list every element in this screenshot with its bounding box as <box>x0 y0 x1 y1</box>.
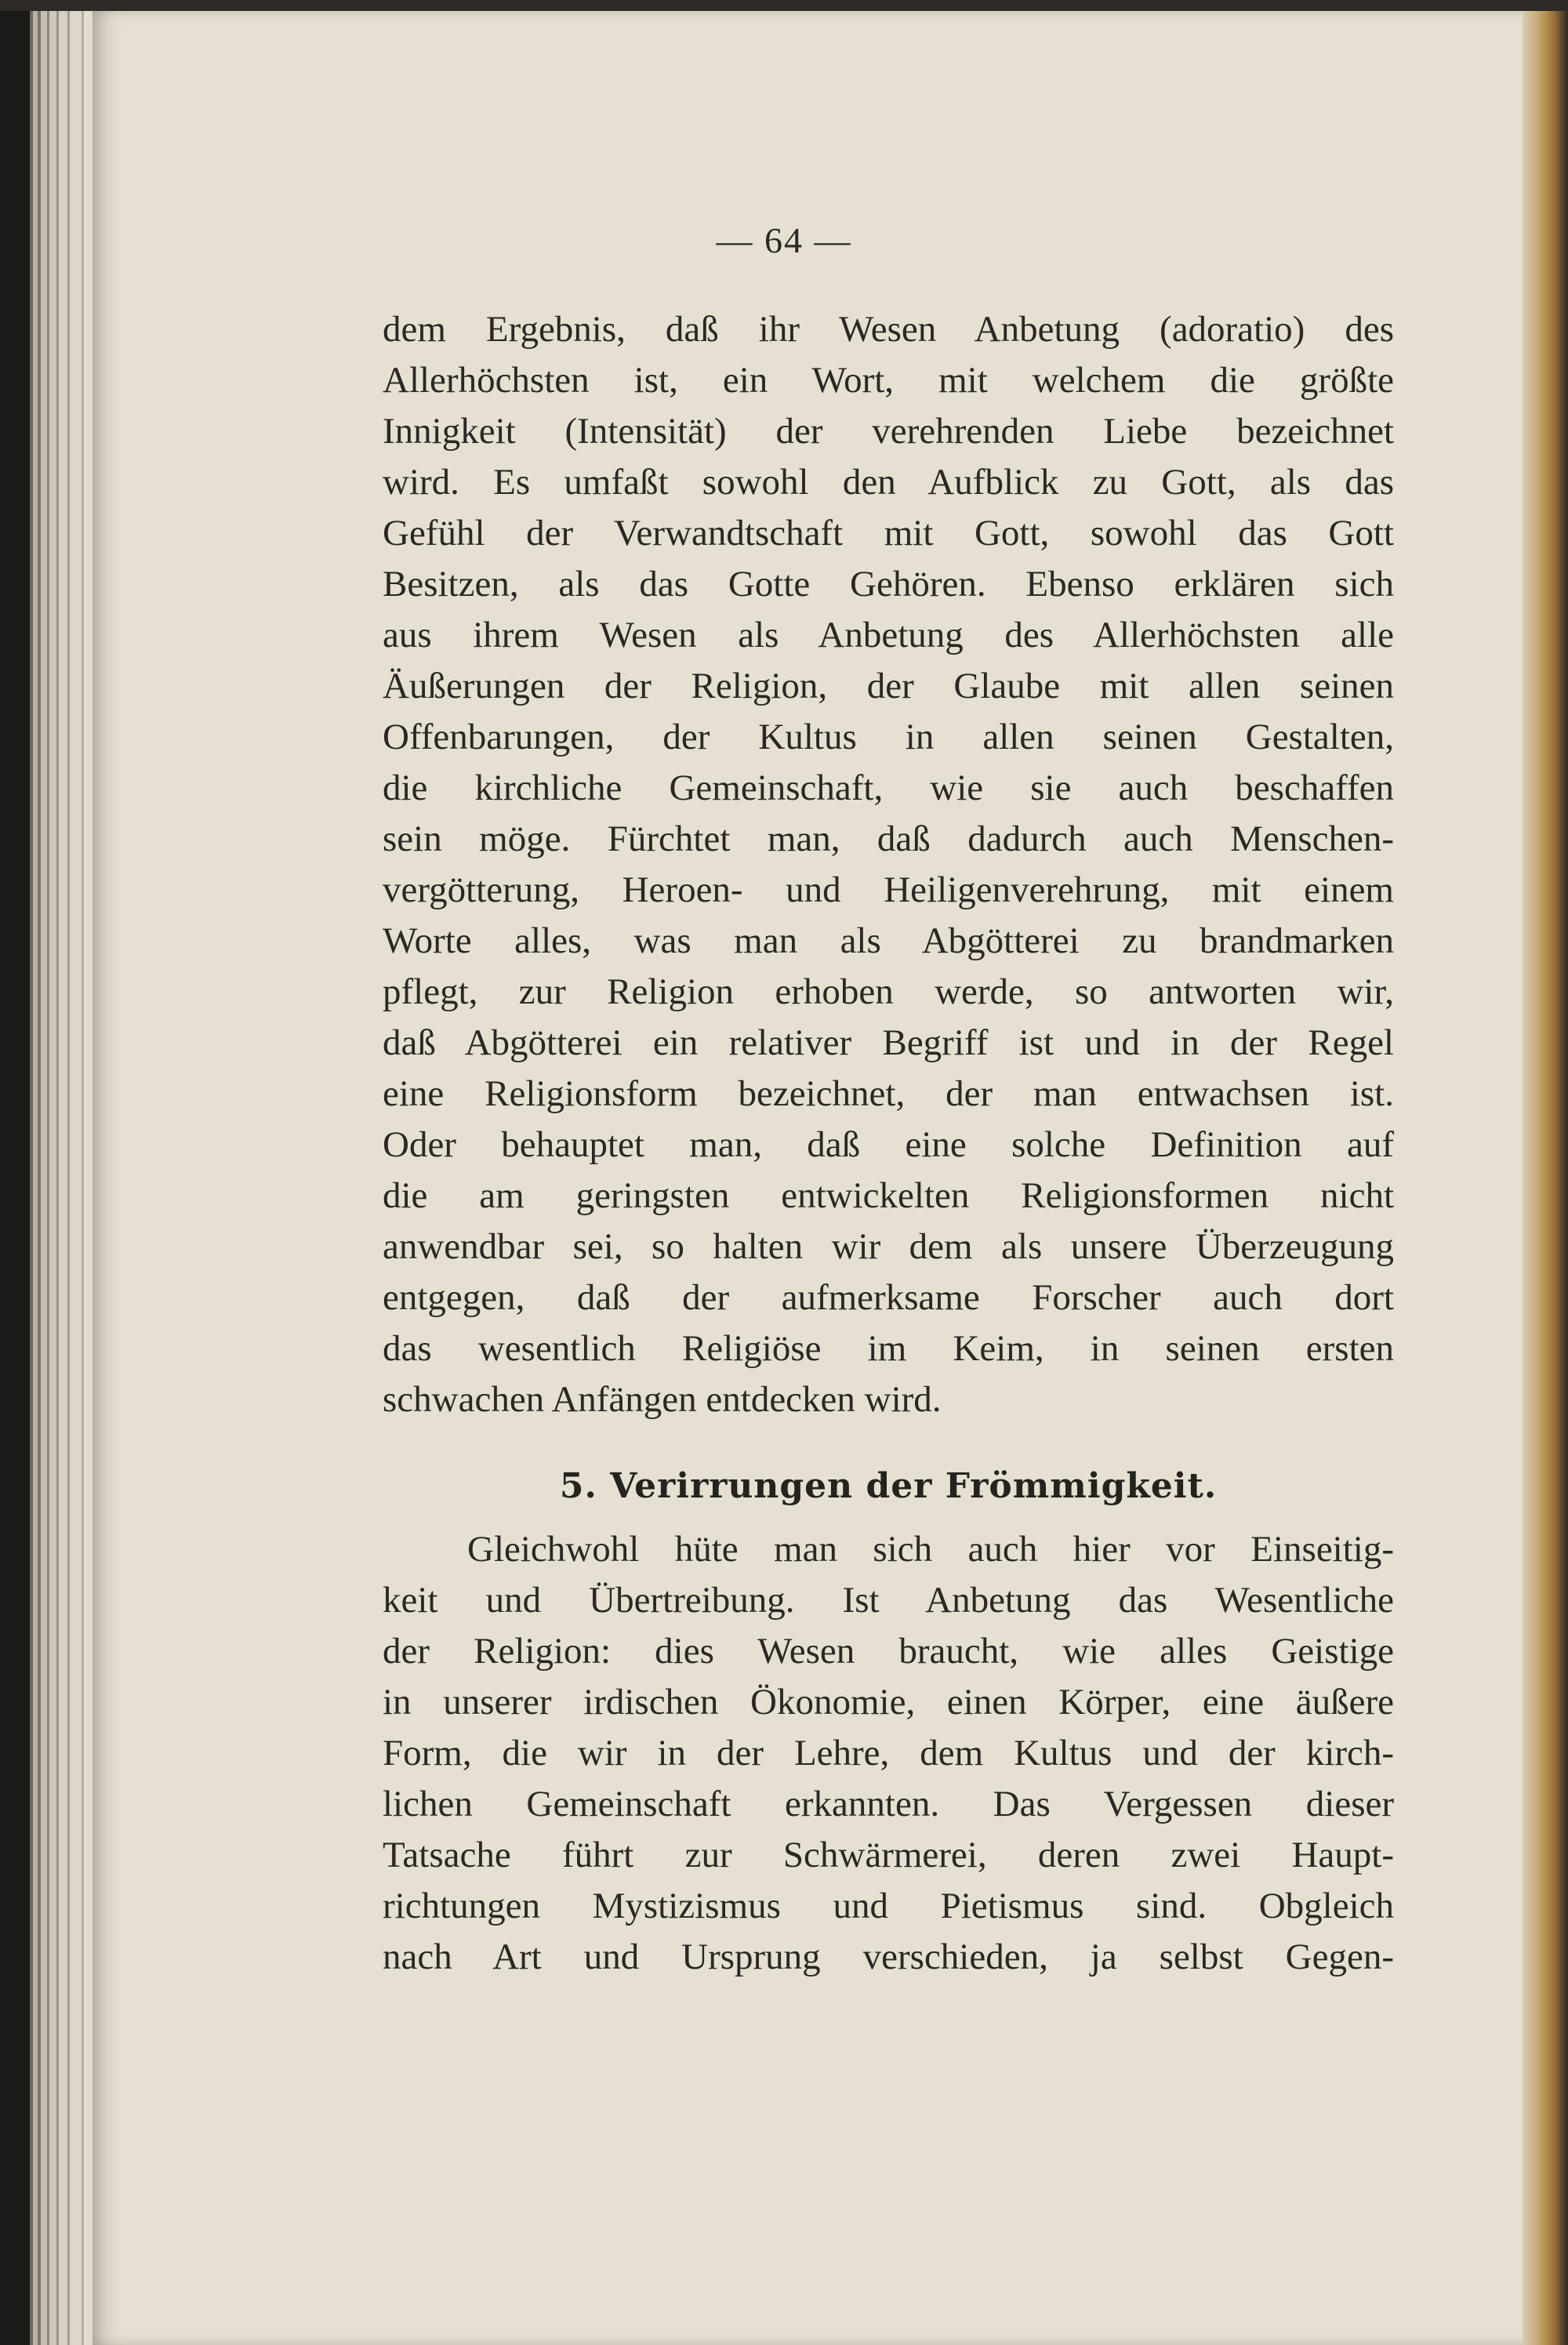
page-right-edge <box>1523 0 1568 2345</box>
text-line: das wesentlich Religiöse im Keim, in seinen ersten <box>383 1328 1394 1369</box>
body-text <box>383 304 1394 1983</box>
text-line: Gleichwohl hüte man sich auch hier vor Einseitig- <box>467 1529 1394 1570</box>
text-line: eine Religionsform bezeichnet, der man entwachsen ist. <box>383 1073 1394 1114</box>
text-line: wird. Es umfaßt sowohl den Aufblick zu Gott, als das <box>383 462 1394 503</box>
text-line: pflegt, zur Religion erhoben werde, so antworten wir, <box>383 971 1394 1012</box>
text-line: Allerhöchsten ist, ein Wort, mit welchem die größte <box>383 360 1394 401</box>
text-line: nach Art und Ursprung verschieden, ja selbst Gegen- <box>383 1937 1394 1977</box>
text-line: Tatsache führt zur Schwärmerei, deren zwei Haupt- <box>383 1835 1394 1875</box>
page-number: — 64 — <box>716 220 852 260</box>
text-line: lichen Gemeinschaft erkannten. Das Vergessen dieser <box>383 1784 1394 1824</box>
text-line: der Religion: dies Wesen braucht, wie alles Geistige <box>383 1631 1394 1672</box>
text-line: Offenbarungen, der Kultus in allen seinen Gestalten, <box>383 717 1394 757</box>
text-line: vergötterung, Heroen- und Heiligenverehrung, mit einem <box>383 869 1394 910</box>
text-line: Form, die wir in der Lehre, dem Kultus und der kirch- <box>383 1733 1394 1773</box>
text-line: sein möge. Fürchtet man, daß dadurch auch Menschen- <box>383 819 1394 859</box>
text-line: richtungen Mystizismus und Pietismus sind. Obgleich <box>383 1886 1394 1926</box>
section-heading: 5. Verirrungen der Frömmigkeit. <box>559 1466 1218 1506</box>
text-line: Gefühl der Verwandtschaft mit Gott, sowohl das Gott <box>383 513 1394 554</box>
text-line: aus ihrem Wesen als Anbetung des Allerhöchsten alle <box>383 615 1394 655</box>
page-top-edge <box>0 0 1568 11</box>
text-line: Äußerungen der Religion, der Glaube mit allen seinen <box>383 666 1394 706</box>
text-line: Worte alles, was man als Abgötterei zu brandmarken <box>383 920 1394 961</box>
text-line: die am geringsten entwickelten Religionsformen nicht <box>383 1175 1394 1216</box>
book-page-edges <box>0 0 102 2345</box>
text-line: Oder behauptet man, daß eine solche Definition auf <box>383 1124 1394 1165</box>
text-line: in unserer irdischen Ökonomie, einen Körper, eine äußere <box>383 1682 1394 1722</box>
text-line: daß Abgötterei ein relativer Begriff ist und in der Regel <box>383 1022 1394 1063</box>
text-line: schwachen Anfängen entdecken wird. <box>383 1379 942 1420</box>
text-line: Besitzen, als das Gotte Gehören. Ebenso erklären sich <box>383 564 1394 604</box>
text-line: entgegen, daß der aufmerksame Forscher auch dort <box>383 1277 1394 1318</box>
text-line: keit und Übertreibung. Ist Anbetung das Wesentliche <box>383 1580 1394 1621</box>
text-line: anwendbar sei, so halten wir dem als unsere Überzeugung <box>383 1226 1394 1267</box>
text-line: dem Ergebnis, daß ihr Wesen Anbetung (adoratio) des <box>383 309 1394 350</box>
paragraph-verirrungen <box>383 1524 1394 1983</box>
text-line: die kirchliche Gemeinschaft, wie sie auch beschaffen <box>383 768 1394 808</box>
paragraph-adoratio <box>383 304 1394 1425</box>
text-line: Innigkeit (Intensität) der verehrenden Liebe bezeichnet <box>383 411 1394 452</box>
